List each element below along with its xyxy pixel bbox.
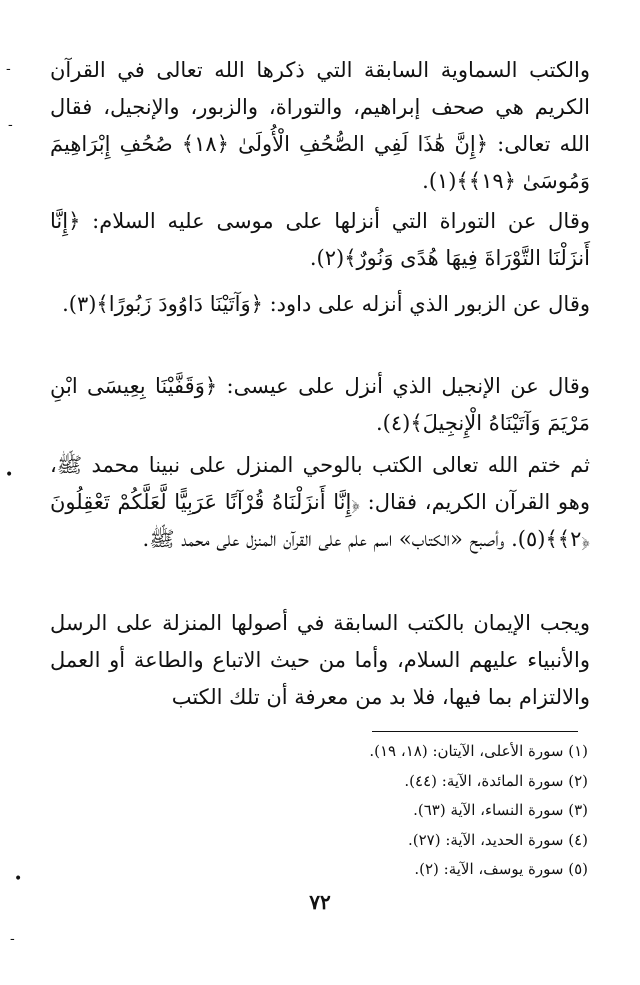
footnote-item: (٥) سورة يوسف، الآية: (٢). [414, 860, 588, 878]
margin-mark: • [14, 871, 23, 887]
page-number: ٧٢ [309, 890, 331, 914]
margin-mark: - [6, 61, 11, 77]
footnote-item: (٣) سورة النساء، الآية (٦٣). [413, 801, 588, 819]
paragraph-torah: وقال عن التوراة التي أنزلها على موسى عليه السلام: ﴿إِنَّا أَنزَلْنَا التَّوْرَاةَ فِيهَا هُدًى وَنُورٌ﴾(٢). [50, 209, 590, 270]
margin-mark: - [8, 117, 13, 133]
paragraph-quran: ثم ختم الله تعالى الكتب بالوحي المنزل على نبينا محمد ﷺ، وهو القرآن الكريم، فقال: ﴿إِنَّا أَنزَلْنَاهُ قُرْآنًا عَرَبِيًّا لَّعَلَّكُمْ تَعْقِلُونَ ﴿٢﴾﴾(٥). وأصبح «الكتاب» اسم علم على القرآن المنزل على محمد ﷺ. [50, 453, 590, 551]
margin-mark: • [5, 467, 14, 483]
footnote-item: (٤) سورة الحديد، الآية: (٢٧). [407, 830, 588, 849]
footnotes [288, 737, 588, 885]
margin-mark: - [10, 931, 15, 947]
footnote-item: (١) سورة الأعلى، الآيتان: (١٨، ١٩). [369, 742, 588, 760]
paragraph-belief: ويجب الإيمان بالكتب السابقة في أصولها المنزلة على الرسل والأنبياء عليهم السلام، وأما من حيث الاتباع والطاعة أو العمل والالتزام بما فيها، فلا بد من معرفة أن تلك الكتب [50, 611, 590, 709]
footnote-divider [372, 731, 578, 732]
footnote-item: (٢) سورة المائدة، الآية: (٤٤). [404, 771, 588, 790]
paragraph-revealed-books: والكتب السماوية السابقة التي ذكرها الله تعالى في القرآن الكريم هي صحف إبراهيم، والتوراة، والزبور، والإنجيل، فقال الله تعالى: ﴿إِنَّ هَٰذَا لَفِي الصُّحُفِ الْأُولَىٰ ﴿١٨﴾ صُحُفِ إِبْرَاهِيمَ وَمُوسَىٰ ﴿١٩﴾﴾(١). [50, 58, 591, 193]
paragraph-psalms: وقال عن الزبور الذي أنزله على داود: ﴿وَآتَيْنَا دَاوُودَ زَبُورًا﴾(٣). [62, 292, 590, 316]
paragraph-gospel: وقال عن الإنجيل الذي أنزل على عيسى: ﴿وَقَفَّيْنَا بِعِيسَى ابْنِ مَرْيَمَ وَآتَيْنَاهُ الْإِنجِيلَ﴾(٤). [50, 374, 590, 435]
